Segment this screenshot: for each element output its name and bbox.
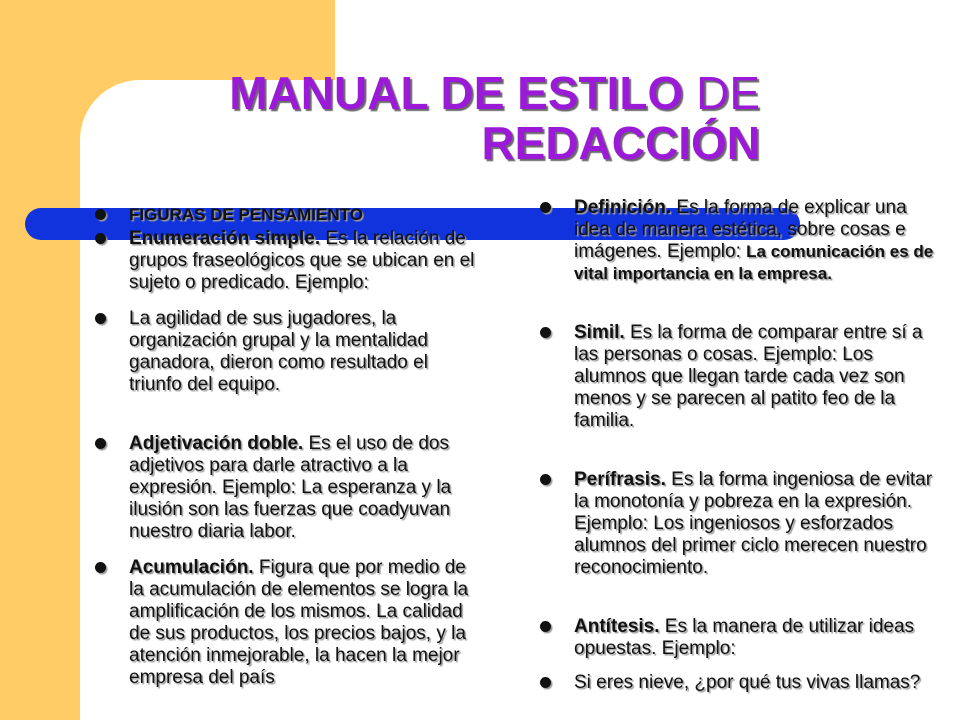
term-text: Es la relación de grupos fraseológicos que se ubican en el sujeto o predicado. Ejemplo: [129,228,475,293]
term-label: Antítesis. [574,616,660,637]
term-text: Es la forma de explicar una idea de manera estética, sobre cosas e imágenes. Ejemplo: [574,197,907,262]
term-text: Figura que por medio de la acumulación de elementos se logra la amplificación de los mismos. La calidad de sus productos, los precios bajos, y la atención inmejorable, la hacen la mejor empresa del país [129,557,469,688]
left-column [95,204,485,689]
list-item-enumeracion [95,228,485,294]
list-item-definicion [540,197,945,285]
list-item-heading [95,204,485,226]
bullet-icon [95,562,106,573]
list-item-antitesis [540,616,945,660]
bullet-icon [540,474,551,485]
title-line1-bold: MANUAL DE ESTILO [229,67,684,119]
term-label: Perífrasis. [574,469,666,490]
bullet-icon [540,327,551,338]
example-text: La agilidad de sus jugadores, la organización grupal y la mentalidad ganadora, dieron como resultado el triunfo del equipo. [129,308,428,395]
term-text: Es la manera de utilizar ideas opuestas. Ejemplo: [574,616,915,659]
list-item-acumulacion [95,557,485,689]
list-item-simil [540,322,945,432]
list-item-antitesis-example [540,672,945,694]
term-label: Simil. [574,322,625,343]
bullet-icon [95,233,106,244]
title-line2: REDACCIÓN [481,117,760,169]
bullet-icon [540,202,551,213]
example-bold: La comunicación es de vital importancia en la empresa. [574,242,934,283]
bullet-icon [95,313,106,324]
bullet-icon [95,438,106,449]
term-label: Enumeración simple. [129,228,321,249]
list-item-perifrasis [540,469,945,579]
term-text: Es la forma ingeniosa de evitar la monotonía y pobreza en la expresión. Ejemplo: Los ingeniosos y esforzados alumnos del primer ciclo merecen nuestro reconocimiento. [574,469,933,578]
bullet-icon [540,621,551,632]
term-label: Acumulación. [129,557,254,578]
term-label: Definición. [574,197,672,218]
list-item-example [95,308,485,396]
right-column [540,197,945,694]
term-text: Es el uso de dos adjetivos para darle atractivo a la expresión. Ejemplo: La esperanza y la ilusión son las fuerzas que coadyuvan nuestro diaria labor. [129,433,452,542]
bullet-icon [95,209,106,220]
slide-title [150,68,760,168]
list-item-adjetivacion [95,433,485,543]
bullet-icon [540,677,551,688]
example-text: Si eres nieve, ¿por qué tus vivas llamas? [574,672,921,693]
section-heading: FIGURAS DE PENSAMIENTO [129,205,363,224]
term-text: Es la forma de comparar entre sí a las personas o cosas. Ejemplo: Los alumnos que llegan tarde cada vez son menos y se parecen al patito feo de la familia. [574,322,923,431]
title-line1-normal: DE [683,67,760,119]
term-label: Adjetivación doble. [129,433,304,454]
